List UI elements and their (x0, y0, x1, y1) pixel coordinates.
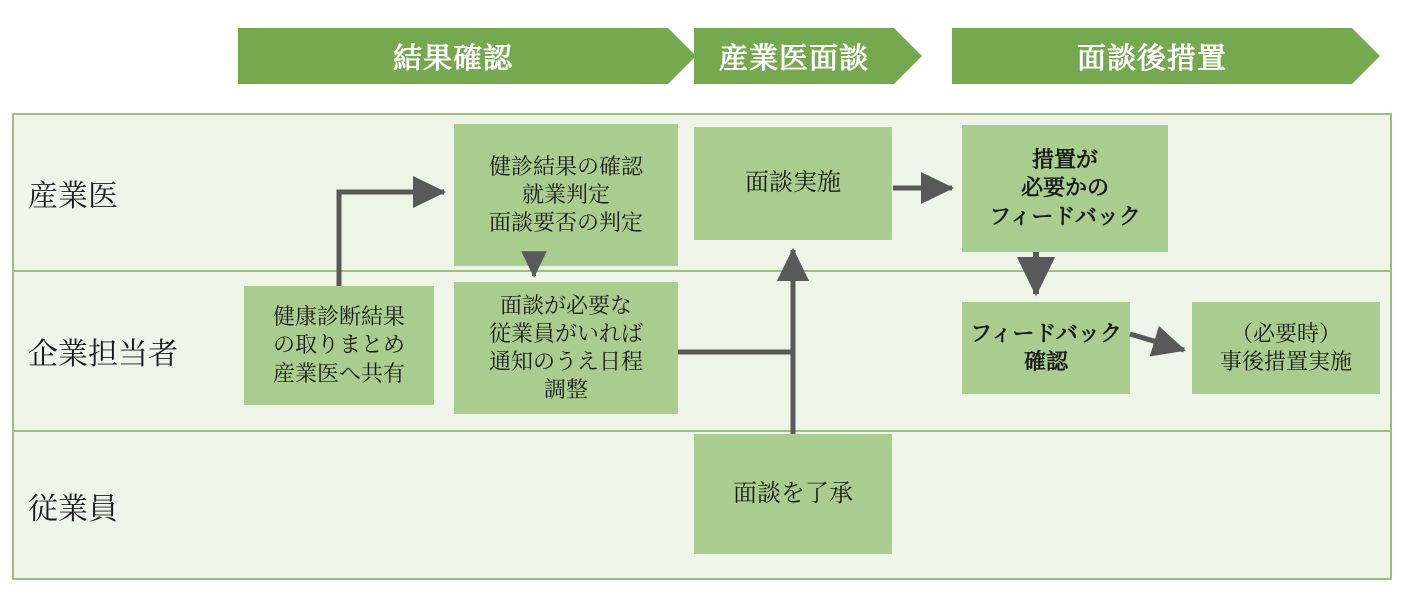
swimlane-label: 従業員 (28, 493, 118, 526)
box-line: （必要時） (1230, 320, 1341, 346)
box-line: 必要かの (1020, 175, 1109, 201)
box-line: 面談実施 (745, 169, 841, 197)
process-box-sochi-feedback[interactable] (962, 125, 1168, 252)
process-box-mendan-ryoushou[interactable] (694, 434, 892, 554)
process-box-mendan-tsuuchi-nittei-chousei[interactable] (454, 282, 678, 414)
process-box-kenkou-shindan-torimatome[interactable] (244, 286, 434, 405)
box-line: 面談を了承 (733, 479, 853, 507)
box-line: 健診結果の確認 (488, 153, 643, 179)
box-line: 調整 (543, 377, 588, 403)
box-line: 健康診断結果 (272, 304, 405, 330)
box-line: 就業判定 (521, 181, 610, 207)
phase-label: 面談後措置 (1076, 42, 1227, 75)
box-line: 面談が必要な (499, 292, 632, 318)
phase-banner-1 (238, 28, 668, 84)
box-line: 通知のうえ日程 (488, 349, 643, 374)
phase-label: 結果確認 (392, 42, 513, 75)
box-line: フィードバック (989, 203, 1141, 229)
box-line: 面談要否の判定 (488, 210, 643, 236)
phase-banner-3 (952, 28, 1352, 84)
swimlane-label: 産業医 (28, 179, 118, 213)
box-line: の取りまとめ (272, 332, 405, 358)
box-line: 従業員がいれば (488, 320, 643, 346)
box-line: 産業医へ共有 (272, 360, 405, 386)
box-line: 確認 (1023, 349, 1068, 374)
process-box-feedback-kakunin[interactable] (962, 302, 1130, 394)
phase-banner-2 (694, 28, 894, 84)
process-box-mendan-jisshi[interactable] (694, 127, 892, 240)
swimlane-row-kigyou-tantousha (14, 272, 1390, 432)
box-line: 事後措置実施 (1219, 349, 1352, 374)
phase-label: 産業医面談 (718, 42, 869, 75)
box-line: 措置が (1031, 147, 1098, 173)
box-line: フィードバック (970, 320, 1122, 346)
process-box-kenshin-kekka-kakunin[interactable] (454, 124, 678, 266)
swimlane-label: 企業担当者 (28, 338, 178, 371)
process-box-jigo-sochi-jisshi[interactable] (1192, 302, 1380, 394)
